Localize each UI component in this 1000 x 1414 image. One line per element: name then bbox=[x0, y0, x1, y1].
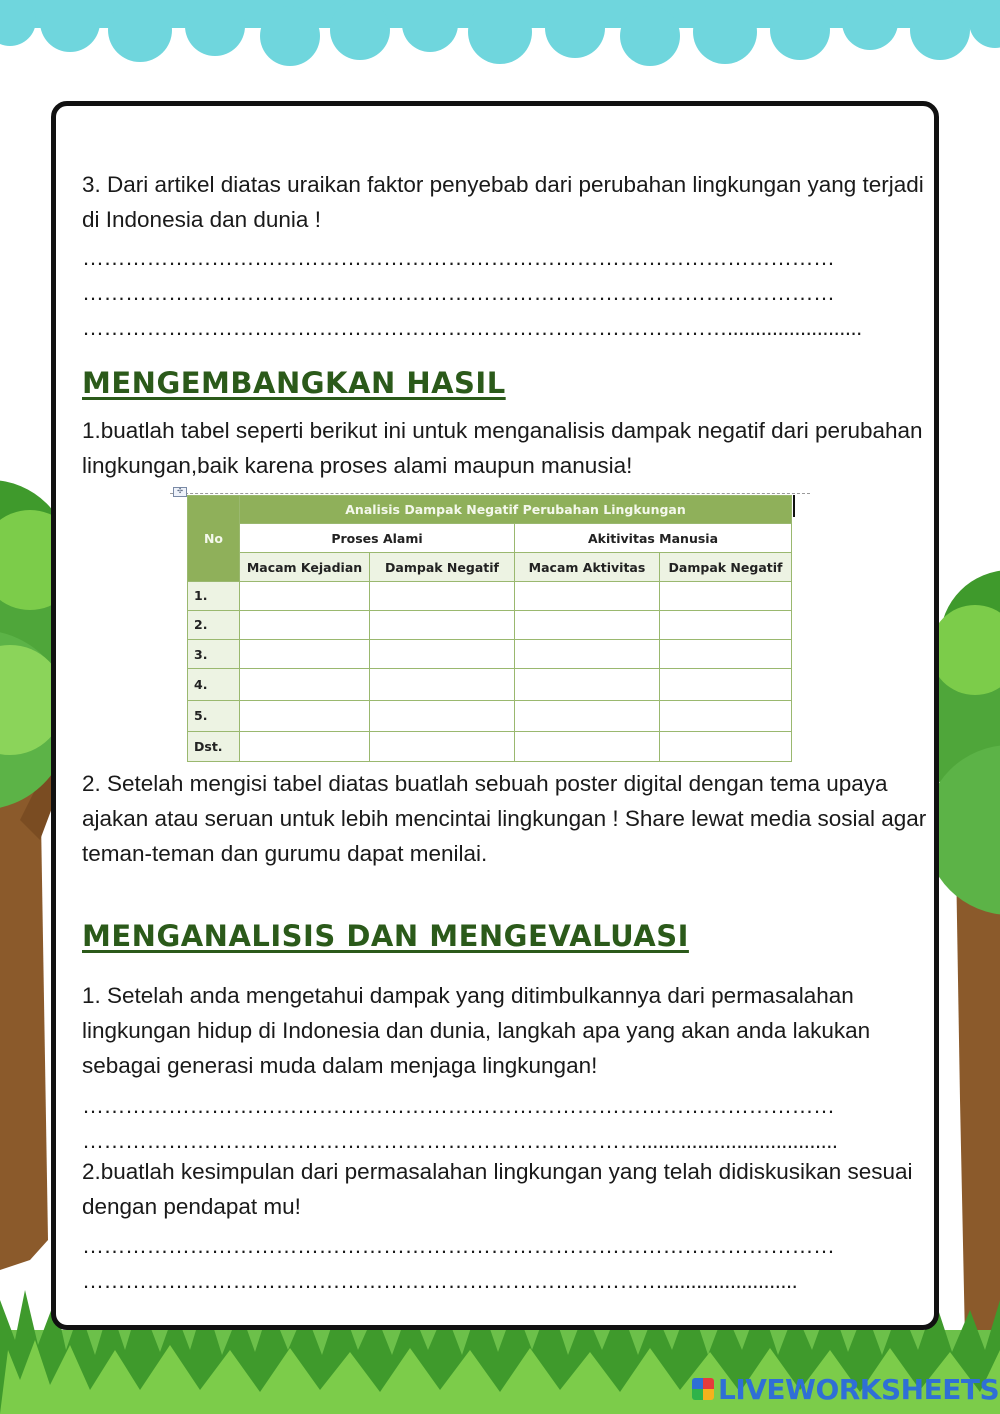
table-header-no: No bbox=[188, 496, 240, 582]
section1-item1-text: 1.buatlah tabel seperti berikut ini untuk menganalisis dampak negatif dari perubahan lingkungan,baik karena proses alami maupun manusia! bbox=[82, 418, 923, 478]
table-cell bbox=[660, 669, 792, 700]
table-cell bbox=[370, 581, 515, 610]
answer-line[interactable]: ………………………………………………………………………........................ bbox=[82, 1268, 798, 1293]
table-subheader: Dampak Negatif bbox=[660, 553, 792, 581]
section1-item2-text: 2. Setelah mengisi tabel diatas buatlah sebuah poster digital dengan tema upaya ajakan atau seruan untuk lebih mencintai lingkungan ! Share lewat media sosial agar teman-teman dan gurumu dapat menilai. bbox=[82, 771, 927, 866]
table-row-number: 5. bbox=[188, 700, 240, 731]
table-row bbox=[188, 640, 792, 669]
table-cell bbox=[240, 669, 370, 700]
table-row bbox=[188, 731, 792, 761]
answer-line[interactable]: …………………………………………………………………………………………… bbox=[82, 280, 835, 305]
answer-line[interactable]: ……………………………………………………………………................................... bbox=[82, 1128, 838, 1153]
table-cell bbox=[370, 610, 515, 639]
answer-line[interactable]: …………………………………………………………………………………………… bbox=[82, 1093, 835, 1118]
table-cell bbox=[515, 640, 660, 669]
table-subheader: Macam Aktivitas bbox=[515, 553, 660, 581]
table-subheader: Macam Kejadian bbox=[240, 553, 370, 581]
table-row bbox=[188, 610, 792, 639]
liveworksheets-icon bbox=[692, 1378, 714, 1400]
table-subheader: Dampak Negatif bbox=[370, 553, 515, 581]
analysis-table bbox=[187, 495, 792, 762]
section2-item1-text: 1. Setelah anda mengetahui dampak yang ditimbulkannya dari permasalahan lingkungan hidup di Indonesia dan dunia, langkah apa yang akan anda lakukan sebagai generasi muda dalam menjaga lingkungan! bbox=[82, 983, 871, 1078]
table-cell bbox=[660, 640, 792, 669]
table-cell bbox=[240, 731, 370, 761]
table-cell bbox=[515, 669, 660, 700]
answer-line[interactable]: …………………………………………………………………………………………… bbox=[82, 245, 835, 270]
table-row bbox=[188, 700, 792, 731]
table-cell bbox=[240, 700, 370, 731]
table-cell bbox=[370, 669, 515, 700]
table-cell bbox=[370, 640, 515, 669]
section-heading-menganalisis-dan-mengevaluasi: MENGANALISIS DAN MENGEVALUASI bbox=[82, 919, 689, 953]
table-cell bbox=[515, 581, 660, 610]
table-cell bbox=[370, 731, 515, 761]
cloud-band bbox=[0, 0, 1000, 66]
table-group-proses-alami: Proses Alami bbox=[240, 524, 515, 553]
table-cell bbox=[660, 581, 792, 610]
table-frame-line bbox=[170, 493, 810, 494]
table-move-handle-icon: ✣ bbox=[173, 487, 187, 497]
table-cell bbox=[240, 610, 370, 639]
analysis-table-image bbox=[170, 487, 812, 765]
text-cursor bbox=[793, 495, 795, 517]
table-row bbox=[188, 581, 792, 610]
section2-item2-text: 2.buatlah kesimpulan dari permasalahan lingkungan yang telah didiskusikan sesuai dengan pendapat mu! bbox=[82, 1159, 913, 1219]
table-row-number: 2. bbox=[188, 610, 240, 639]
table-title: Analisis Dampak Negatif Perubahan Lingkungan bbox=[240, 496, 792, 524]
table-cell bbox=[660, 731, 792, 761]
table-cell bbox=[515, 700, 660, 731]
question-3-text: 3. Dari artikel diatas uraikan faktor penyebab dari perubahan lingkungan yang terjadi di Indonesia dan dunia ! bbox=[82, 172, 924, 232]
table-row bbox=[188, 669, 792, 700]
table-cell bbox=[515, 610, 660, 639]
table-row-number: Dst. bbox=[188, 731, 240, 761]
table-row-number: 4. bbox=[188, 669, 240, 700]
table-group-aktivitas-manusia: Akitivitas Manusia bbox=[515, 524, 792, 553]
table-cell bbox=[660, 700, 792, 731]
liveworksheets-logo[interactable] bbox=[692, 1372, 999, 1406]
table-row-number: 1. bbox=[188, 581, 240, 610]
table-cell bbox=[660, 610, 792, 639]
section-heading-mengembangkan-hasil: MENGEMBANGKAN HASIL bbox=[82, 366, 506, 400]
liveworksheets-brand-text: LIVEWORKSHEETS bbox=[718, 1372, 1000, 1406]
answer-line[interactable]: …………………………………………………………………………………………… bbox=[82, 1233, 835, 1258]
answer-line[interactable]: ………………………………………………………………………………........................ bbox=[82, 315, 862, 340]
table-cell bbox=[370, 700, 515, 731]
table-row-number: 3. bbox=[188, 640, 240, 669]
table-cell bbox=[515, 731, 660, 761]
table-cell bbox=[240, 640, 370, 669]
table-cell bbox=[240, 581, 370, 610]
